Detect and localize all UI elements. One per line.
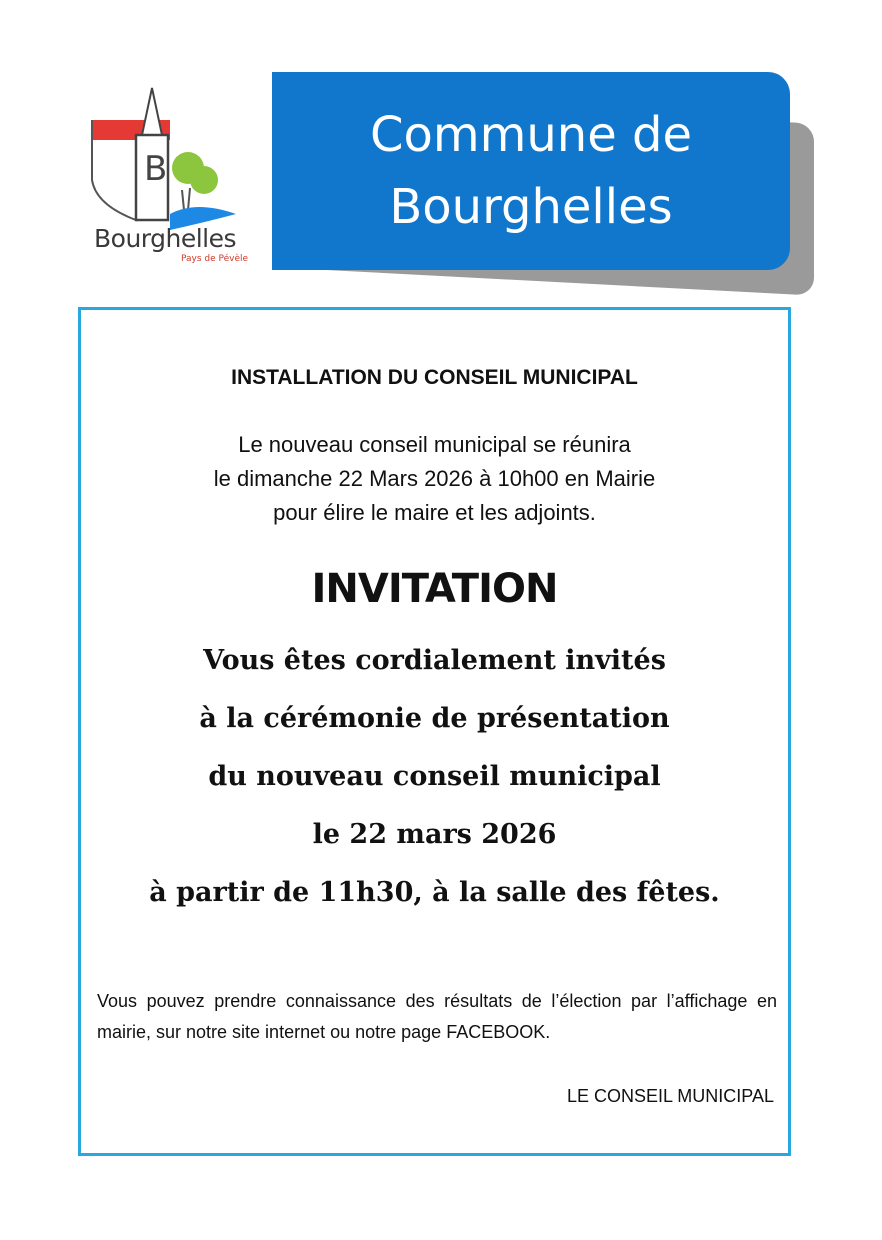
logo-name: Bourghelles — [94, 224, 237, 253]
invitation-text — [81, 632, 788, 922]
notice-frame — [78, 307, 791, 1156]
commune-logo — [86, 80, 256, 275]
footer-text: Vous pouvez prendre connaissance des résultats de l’élection par l’affichage en mairie, sur notre site internet ou notre page FACEBOOK. — [97, 991, 777, 1042]
invitation-line: à partir de 11h30, à la salle des fêtes. — [149, 877, 720, 908]
logo-subtitle: Pays de Pévèle — [181, 254, 249, 264]
title-banner — [272, 72, 790, 270]
invitation-line: le 22 mars 2026 — [312, 819, 557, 850]
banner-title: Commune de Bourghelles — [369, 107, 693, 235]
svg-text:B: B — [144, 149, 168, 189]
notice-heading: INSTALLATION DU CONSEIL MUNICIPAL — [231, 366, 638, 389]
intro-line: le dimanche 22 Mars 2026 à 10h00 en Mairie — [213, 466, 656, 491]
invitation-title: INVITATION — [311, 566, 558, 612]
invitation-line: à la cérémonie de présentation — [199, 703, 670, 734]
church-crest-icon — [86, 80, 256, 230]
invitation-line: Vous êtes cordialement invités — [203, 645, 666, 676]
signature: LE CONSEIL MUNICIPAL — [566, 1086, 774, 1106]
intro-text — [81, 428, 788, 530]
intro-line: pour élire le maire et les adjoints. — [273, 500, 596, 525]
invitation-line: du nouveau conseil municipal — [208, 761, 661, 792]
intro-line: Le nouveau conseil municipal se réunira — [238, 432, 631, 457]
